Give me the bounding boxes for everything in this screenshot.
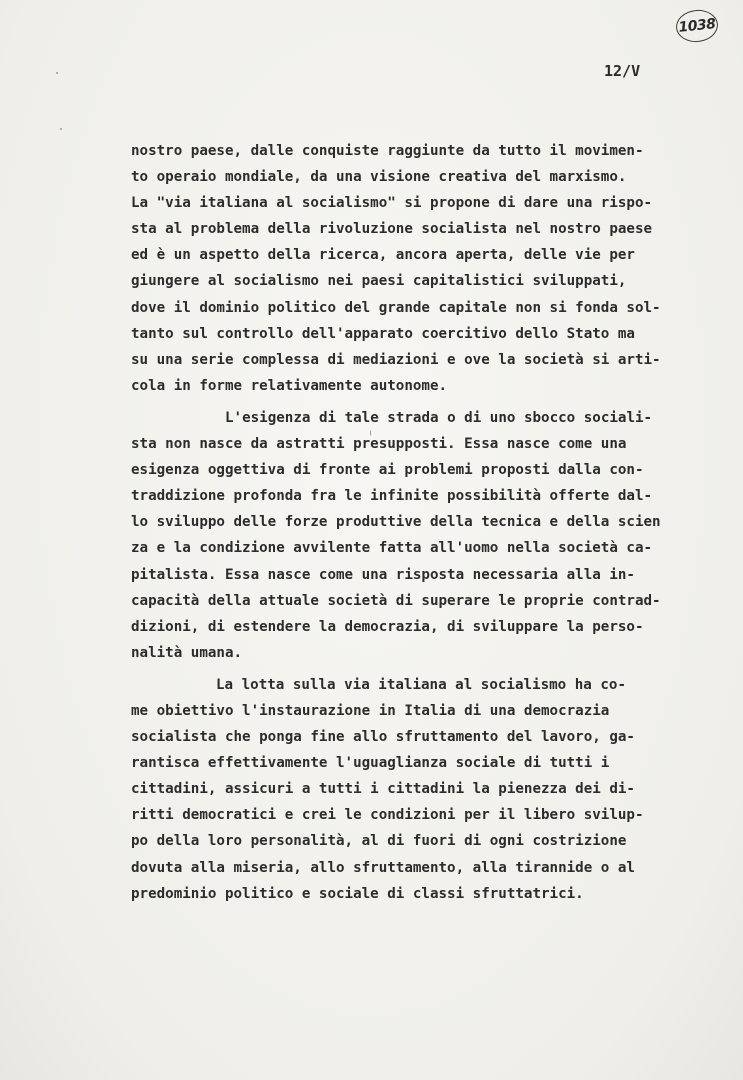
text-line: su una serie complessa di mediazioni e ove la società si arti- — [131, 351, 661, 368]
text-line: za e la condizione avvilente fatta all'uomo nella società ca- — [131, 540, 653, 557]
text-line: ritti democratici e crei le condizioni per il libero svilup- — [131, 807, 644, 824]
paragraph-3 — [131, 672, 691, 907]
text-line: cola in forme relativamente autonome. — [131, 377, 448, 394]
paper-speck — [370, 430, 371, 436]
text-line: nalità umana. — [131, 644, 243, 661]
text-line: dizioni, di estendere la democrazia, di sviluppare la perso- — [131, 618, 644, 635]
archive-stamp: 1038 — [674, 8, 719, 44]
text-line: esigenza oggettiva di fronte ai problemi proposti dalla con- — [131, 462, 644, 479]
text-line: dove il dominio politico del grande capitale non si fonda sol- — [131, 299, 661, 316]
text-line: sta al problema della rivoluzione socialista nel nostro paese — [131, 221, 653, 238]
text-line: La "via italiana al socialismo" si propone di dare una rispo- — [131, 195, 653, 212]
page-number: 12/V — [604, 62, 641, 80]
text-line: tanto sul controllo dell'apparato coercitivo dello Stato ma — [131, 325, 635, 342]
text-line: sta non nasce da astratti presupposti. Essa nasce come una — [131, 436, 627, 453]
text-line: nostro paese, dalle conquiste raggiunte da tutto il movimen- — [131, 143, 644, 159]
text-line: lo sviluppo delle forze produttive della tecnica e della scien — [131, 514, 661, 531]
text-line: traddizione profonda fra le infinite possibilità offerte dal- — [131, 488, 653, 505]
text-line: po della loro personalità, al di fuori di ogni costrizione — [131, 833, 627, 850]
paragraph-1 — [131, 138, 691, 399]
text-line: predominio politico e sociale di classi sfruttatrici. — [131, 885, 584, 902]
text-line: L'esigenza di tale strada o di uno sbocco sociali- — [225, 409, 653, 426]
text-line: to operaio mondiale, da una visione creativa del marxismo. — [131, 169, 627, 186]
paragraph-2 — [131, 405, 691, 666]
text-line: dovuta alla miseria, allo sfruttamento, alla tirannide o al — [131, 859, 635, 876]
text-line: ed è un aspetto della ricerca, ancora aperta, delle vie per — [131, 247, 635, 264]
text-line: capacità della attuale società di superare le proprie contrad- — [131, 592, 661, 609]
text-line: giungere al socialismo nei paesi capitalistici sviluppati, — [131, 273, 627, 290]
text-line: rantisca effettivamente l'uguaglianza sociale di tutti i — [131, 755, 610, 772]
text-line: socialista che ponga fine allo sfruttamento del lavoro, ga- — [131, 729, 635, 746]
text-line: me obiettivo l'instaurazione in Italia di una democrazia — [131, 702, 610, 719]
text-line: pitalista. Essa nasce come una risposta necessaria alla in- — [131, 566, 635, 583]
text-line: cittadini, assicuri a tutti i cittadini la pienezza dei di- — [131, 781, 635, 798]
paper-speck — [56, 72, 58, 74]
text-line: La lotta sulla via italiana al socialismo ha co- — [216, 676, 626, 693]
document-body — [131, 138, 691, 907]
paper-speck — [60, 128, 62, 130]
